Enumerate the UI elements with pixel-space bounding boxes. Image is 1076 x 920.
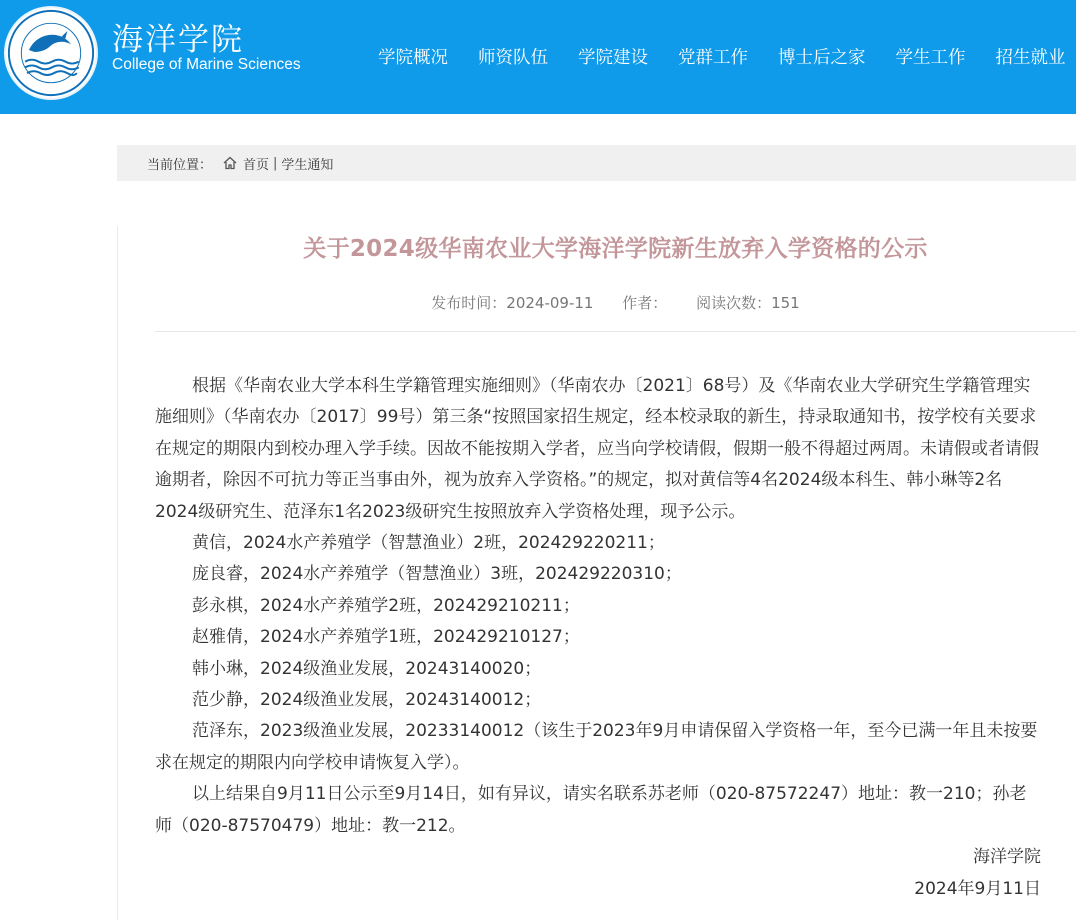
student-item: 彭永棋，2024水产养殖学2班，202429210211； xyxy=(192,595,580,616)
breadcrumb-home[interactable]: 首页 xyxy=(243,157,270,173)
college-name-en: College of Marine Sciences xyxy=(112,56,301,73)
nav-item-construction[interactable]: 学院建设 xyxy=(578,48,648,68)
nav-item-overview[interactable]: 学院概况 xyxy=(378,48,448,68)
content-left-border xyxy=(117,226,118,920)
student-item: 庞良睿，2024水产养殖学（智慧渔业）3班，202429220310； xyxy=(192,564,682,585)
student-item: 黄信，2024水产养殖学（智慧渔业）2班，202429220211； xyxy=(192,533,665,554)
article-body xyxy=(155,371,1043,905)
meta-divider xyxy=(155,331,1076,332)
signature-date: 2024年9月11日 xyxy=(914,878,1041,899)
contact-paragraph: 以上结果自9月11日公示至9月14日，如有异议，请实名联系苏老师（020-87572247）地址：教一210；孙老师（020-87570479）地址：教一212。 xyxy=(155,784,1027,836)
nav-item-postdoc[interactable]: 博士后之家 xyxy=(778,48,866,68)
home-icon[interactable] xyxy=(222,155,238,171)
student-item: 范少静，2024级渔业发展，20243140012； xyxy=(192,690,542,711)
student-item: 韩小琳，2024级渔业发展，20243140020； xyxy=(192,658,542,679)
breadcrumb-current[interactable]: 学生通知 xyxy=(281,157,334,173)
nav-item-party[interactable]: 党群工作 xyxy=(678,48,748,68)
college-logo-icon[interactable] xyxy=(4,6,98,100)
article-meta xyxy=(155,292,1076,313)
nav-item-student-work[interactable]: 学生工作 xyxy=(895,48,966,68)
breadcrumb-separator: | xyxy=(273,155,278,171)
author: 作者： xyxy=(622,294,668,312)
view-count: 阅读次数：151 xyxy=(696,294,800,312)
breadcrumb xyxy=(117,145,1076,181)
article-paragraph: 根据《华南农业大学本科生学籍管理实施细则》（华南农办〔2021〕68号）及《华南农业大学研究生学籍管理实施细则》（华南农办〔2017〕99号）第三条“按照国家招生规定，经本校录取的新生，持录取通知书，按学校有关要求在规定的期限内到校办理入学手续。因故不能按期入学者，应当向学校请假，假期一般不得超过两周。未请假或者请假逾期者，除因不可抗力等正当事由外，视为放弃入学资格。”的规定，拟对黄信等4名2024级本科生、韩小琳等2名2024级研究生、范泽东1名2023级研究生按照放弃入学资格处理，现予公示。 xyxy=(155,376,1039,522)
article-title: 关于2024级华南农业大学海洋学院新生放弃入学资格的公示 xyxy=(303,236,928,262)
site-header xyxy=(0,0,1076,114)
student-item: 范泽东，2023级渔业发展，20233140012（该生于2023年9月申请保留入学资格一年，至今已满一年且未按要求在规定的期限内向学校申请恢复入学）。 xyxy=(155,721,1038,773)
signature: 海洋学院 xyxy=(973,847,1041,868)
nav-item-admission[interactable]: 招生就业 xyxy=(995,48,1066,68)
publish-time: 发布时间：2024-09-11 xyxy=(431,294,594,312)
nav-item-faculty[interactable]: 师资队伍 xyxy=(478,48,548,68)
main-nav xyxy=(363,44,1076,69)
breadcrumb-label: 当前位置： xyxy=(147,157,213,173)
student-item: 赵雅倩，2024水产养殖学1班，202429210127； xyxy=(192,627,580,648)
college-name-cn: 海洋学院 xyxy=(112,22,244,58)
